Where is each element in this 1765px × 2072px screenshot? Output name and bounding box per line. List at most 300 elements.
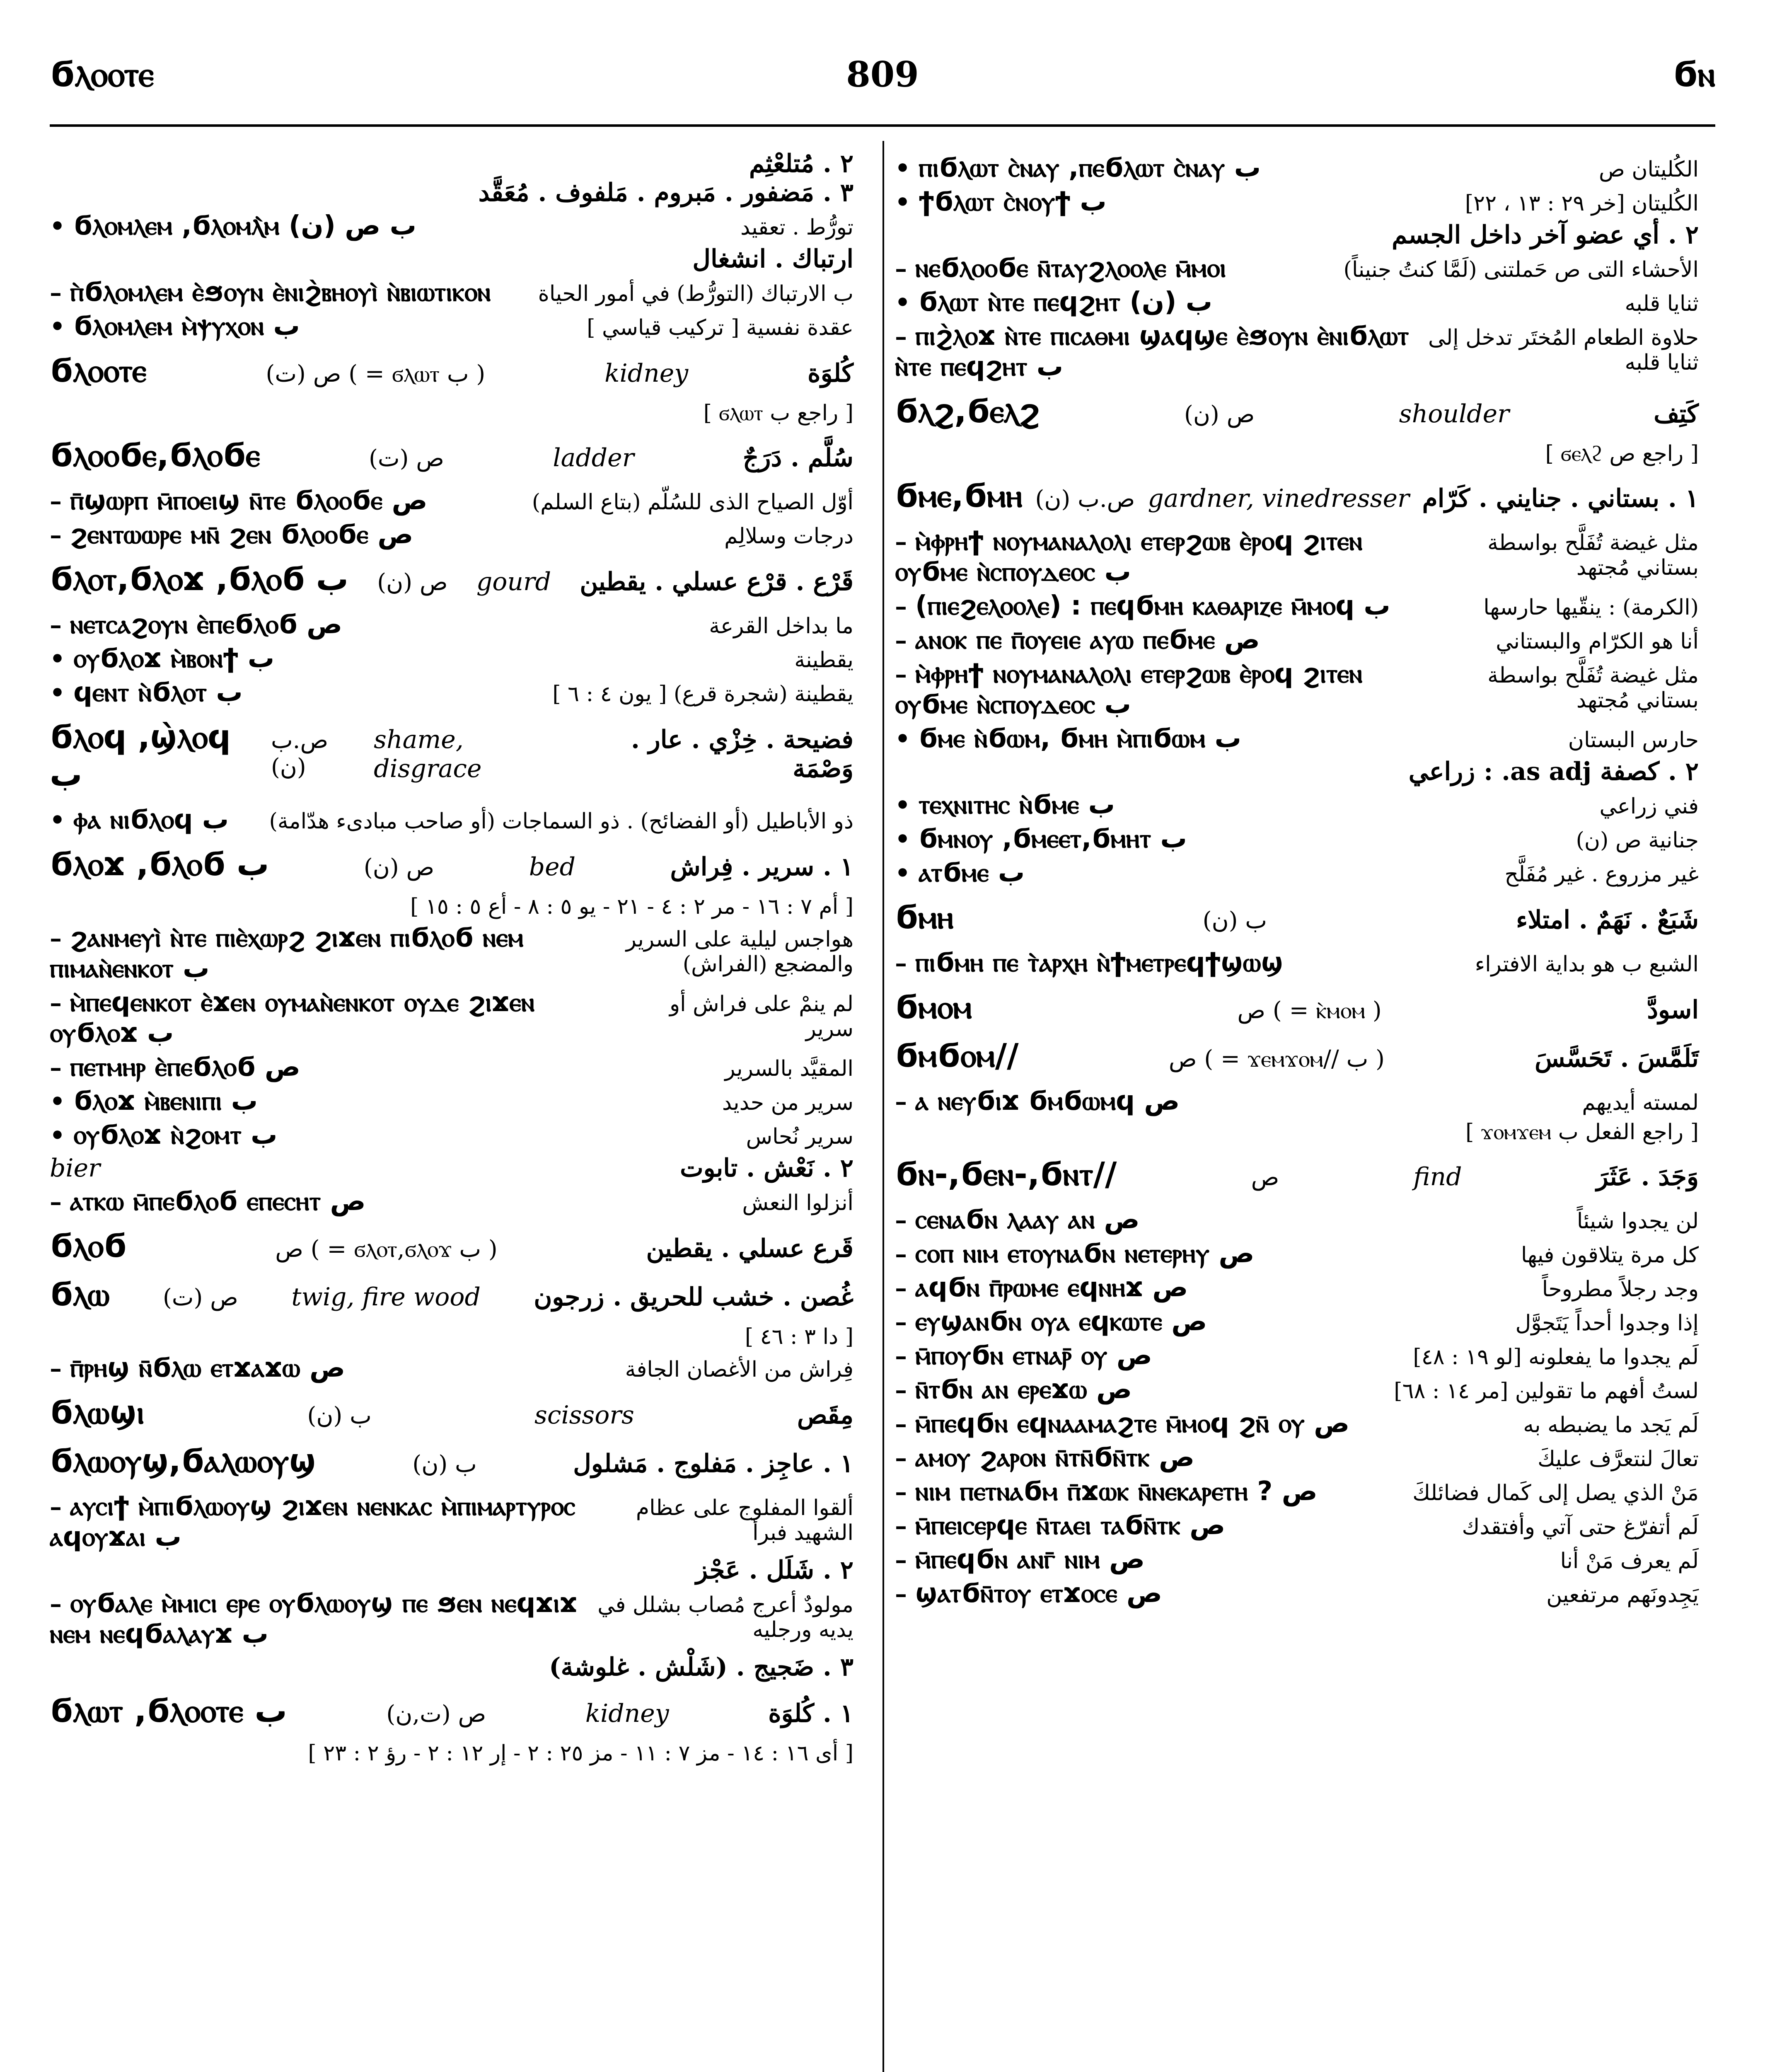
english-gloss: find — [1413, 1162, 1462, 1191]
arabic-gloss: فضيحة . خِزْي . عار . وَصْمَة — [631, 725, 853, 783]
example-coptic-wrap — [895, 1272, 1188, 1303]
example-coptic-wrap — [50, 211, 416, 241]
marker: • — [50, 212, 65, 240]
example-coptic: ⲟⲩϭⲗⲟϫ ⲙ̀ⲃⲟⲛϯ ب — [73, 643, 275, 674]
example-coptic: (ⲡⲓⲉϩⲉⲗⲟⲟⲗⲉ) : ⲡⲉϥϭⲙⲏ ⲕⲁⲑⲁⲣⲓⲍⲉ ⲙ̄ⲙⲟϥ ب — [915, 591, 1390, 621]
example-coptic: ⲙ̄ⲡⲉϥϭⲛ ⲁⲛⲅ̄ ⲛⲓⲙ ص — [915, 1544, 1145, 1575]
english-gloss: bed — [529, 852, 576, 881]
example-coptic: ⲡⲓϭⲙⲏ ⲡⲉ ⲧ̀ⲁⲣⲭⲏ ⲛ̀ϯⲙⲉⲧⲣⲉϥϯϣⲱϣ — [915, 947, 1284, 978]
english-gloss: gourd — [476, 567, 551, 596]
example-arabic: مولودٌ أعرج مُصاب بشلل في يديه ورجليه — [597, 1593, 853, 1642]
arabic-gloss: غُصن . خشب للحريق . زرجون — [534, 1283, 853, 1312]
example-coptic-wrap — [895, 823, 1187, 854]
marker: – — [895, 626, 907, 654]
example-line — [895, 625, 1699, 655]
marker: • — [895, 288, 911, 317]
marker: • — [50, 679, 65, 707]
marker: – — [895, 1342, 907, 1370]
grammar-tag: ص ( = ⲕ̀ⲙⲟⲙ ) — [1237, 997, 1382, 1024]
english-gloss: gardner, vinedresser — [1148, 484, 1410, 513]
dictionary-entry — [50, 561, 853, 598]
example-arabic: المقيَّد بالسرير — [725, 1056, 853, 1081]
example-coptic-wrap — [895, 1578, 1162, 1609]
marker: • — [895, 791, 911, 819]
arabic-gloss: شَبَعٌ . نَهَمٌ . امتلاء — [1516, 905, 1699, 934]
entry-headline — [50, 1394, 853, 1432]
example-arabic: لن يجدوا شيئاً — [1576, 1209, 1699, 1234]
example-line — [50, 1120, 853, 1150]
example-coptic-wrap — [50, 311, 300, 341]
example-arabic: لَم يعرف مَنْ أنا — [1560, 1549, 1699, 1573]
grammar-tag: ب (ن) — [1202, 907, 1267, 934]
example-coptic: ϥⲉⲛⲧ ⲛ̀ϭⲗⲟⲧ ب — [73, 677, 243, 708]
grammar-tag: ب (ن) — [412, 1451, 477, 1478]
marker: – — [895, 1376, 907, 1404]
coptic-headword: ϭⲗⲱ — [50, 1276, 110, 1313]
example-coptic: ϭⲗⲟⲙⲗⲉⲙ ⲙ̀ⲯⲩⲭⲟⲛ ب — [73, 311, 300, 341]
example-coptic: ⲉⲩϣⲁⲛϭⲛ ⲟⲩⲁ ⲉϥⲕⲱⲧⲉ ص — [915, 1306, 1207, 1337]
example-coptic-wrap — [50, 609, 342, 640]
example-line — [895, 658, 1699, 720]
marker: – — [50, 1354, 62, 1382]
sense-line: ارتباك . انشغال — [692, 244, 853, 274]
example-coptic-wrap — [895, 1544, 1145, 1575]
coptic-headword: ϭⲙⲉ,ϭⲙⲏ — [895, 477, 1023, 515]
sense-line: ٢ . شَلَل . عَجْز — [696, 1556, 853, 1585]
marker: – — [895, 1444, 907, 1472]
arabic-gloss: وَجَدَ . عَثَرَ — [1596, 1162, 1699, 1191]
example-line — [895, 1510, 1699, 1541]
sense-line: ٢ . أي عضو آخر داخل الجسم — [1392, 220, 1699, 249]
example-arabic: درجات وسلالِم — [724, 524, 853, 549]
example-arabic: لَم أتفرّغ حتى آتي وأفتقدك — [1462, 1515, 1699, 1539]
example-coptic-wrap — [895, 287, 1212, 317]
example-coptic-wrap — [895, 723, 1241, 754]
example-coptic-wrap — [50, 1491, 590, 1552]
entry-headline — [50, 719, 853, 794]
dictionary-entry — [50, 352, 853, 390]
example-arabic: أوّل الصياح الذى للسُلّم (بتاع السلم) — [532, 490, 853, 515]
example-coptic: ⲥⲉⲛⲁϭⲛ ⲗⲁⲁⲩ ⲁⲛ ص — [915, 1204, 1140, 1235]
example-arabic: جنانية ص (ن) — [1576, 828, 1699, 853]
marker: • — [895, 825, 911, 853]
grammar-tag: ص ( = ϭⲗⲟⲧ,ϭⲗⲟϫ ب ) — [275, 1236, 498, 1263]
dictionary-entry — [50, 846, 853, 884]
example-coptic-wrap — [895, 1238, 1254, 1269]
example-coptic: ⲡ̄ϣⲱⲣⲡ ⲙ̄ⲡⲟⲉⲓϣ ⲛ̄ⲧⲉ ϭⲗⲟⲟϭⲉ ص — [70, 485, 428, 516]
example-coptic: ⲛ̄ⲧϭⲛ ⲁⲛ ⲉⲣⲉϫⲱ ص — [915, 1374, 1132, 1405]
marker: – — [895, 660, 907, 688]
marker: – — [50, 1188, 62, 1216]
marker: • — [50, 312, 65, 341]
example-coptic: ⲁⲩⲥⲓϯ ⲙ̀ⲡⲓϭⲗⲱⲟⲩϣ ϩⲓϫⲉⲛ ⲛⲉⲛⲕⲁⲥ ⲙ̀ⲡⲓⲙⲁⲣⲧⲩⲣⲟⲥ ⲁϥⲟⲩϫⲁⲓ ب — [50, 1491, 575, 1552]
example-line — [50, 311, 853, 341]
entry-headline — [50, 352, 853, 390]
example-line — [895, 253, 1699, 283]
coptic-headword: ϭⲙⲏ — [895, 899, 954, 936]
example-line — [50, 677, 853, 708]
coptic-headword: ϭⲗⲟⲧ,ϭⲗⲟϫ ,ϭⲗⲟϭ ب — [50, 561, 349, 598]
example-arabic: يَجِدونَهم مرتفعين — [1546, 1583, 1699, 1607]
example-coptic: ⲡ̀ϭⲗⲟⲙⲗⲉⲙ ⲉ̀ϧⲟⲩⲛ ⲉ̀ⲛⲓϩ̀ⲃⲏⲟⲩⲓ̀ ⲛ̀ⲃⲓⲱⲧⲓⲕⲟⲛ — [70, 277, 491, 307]
example-line — [895, 947, 1699, 978]
example-coptic-wrap — [50, 804, 229, 835]
example-coptic-wrap — [895, 1374, 1132, 1405]
example-arabic: سرير من حديد — [722, 1090, 853, 1115]
entry-headline — [50, 1227, 853, 1265]
entry-headline — [50, 1443, 853, 1480]
marker: – — [895, 1206, 907, 1234]
example-coptic: ϯϭⲗⲱⲧ ⲥ̀ⲛⲟⲩϯ ب — [919, 186, 1107, 217]
marker: – — [50, 1590, 62, 1618]
example-coptic-wrap — [895, 1086, 1180, 1116]
example-coptic-wrap — [895, 1340, 1152, 1371]
example-arabic: لم ينمْ على فراش أو سرير — [670, 992, 853, 1041]
dictionary-entry — [50, 1692, 853, 1730]
example-line — [895, 1442, 1699, 1473]
example-coptic: ⲁⲛⲟⲕ ⲡⲉ ⲡ̄ⲟⲩⲉⲓⲉ ⲁⲩⲱ ⲡⲉϭⲙⲉ ص — [915, 625, 1260, 655]
grammar-tag: ص.ب (ن) — [271, 727, 329, 781]
dictionary-entry — [895, 1037, 1699, 1075]
arabic-gloss: ١ . عاجِز . مَفلوج . مَشلول — [573, 1449, 853, 1478]
example-arabic: مَنْ الذي يصل إلى كَمال فضائلكَ — [1412, 1481, 1699, 1506]
example-coptic-wrap — [50, 987, 630, 1048]
marker: – — [895, 1274, 907, 1302]
grammar-tag: ص (ن) — [377, 569, 448, 596]
dictionary-entry — [50, 719, 853, 794]
example-line — [50, 277, 853, 307]
arabic-gloss: اسودَّ — [1647, 995, 1699, 1024]
marker: – — [50, 924, 62, 952]
arabic-gloss: كَتِف — [1654, 399, 1699, 428]
example-coptic: ⲟⲩϭⲗⲟϫ ⲛ̀ϩⲟⲙⲧ ب — [73, 1120, 278, 1150]
example-coptic: ⲟⲩϭⲁⲗⲉ ⲙ̀ⲙⲓⲥⲓ ⲉⲣⲉ ⲟⲩϭⲗⲱⲟⲩϣ ⲡⲉ ϧⲉⲛ ⲛⲉϥϫⲓϫ ⲛⲉⲙ ⲛⲉϥϭⲁⲗⲁⲩϫ ب — [50, 1588, 578, 1649]
example-arabic: عقدة نفسية [ تركيب قياسي ] — [587, 315, 853, 340]
column-divider — [882, 141, 884, 2072]
dictionary-entry — [50, 1276, 853, 1314]
example-arabic: لَم يجدوا ما يفعلونه [لو ١٩ : ٤٨] — [1413, 1345, 1699, 1370]
page-header — [50, 54, 1715, 112]
coptic-headword: ϭⲗⲱⲧ ,ϭⲗⲟⲟⲧⲉ ب — [50, 1692, 287, 1730]
example-coptic: ⲡ̄ⲣⲏϣ ⲛ̄ϭⲗⲱ ⲉⲧϫⲁϫⲱ ص — [70, 1353, 346, 1383]
marker: – — [895, 1087, 907, 1116]
right-column — [895, 149, 1699, 1612]
sense-line: ٣ . مَضفور . مَبروم . مَلفوف . مُعَقَّد — [478, 178, 853, 207]
grammar-tag: ب (ن) — [307, 1402, 372, 1429]
dictionary-entry — [895, 477, 1699, 515]
page-number: 809 — [846, 54, 919, 95]
example-coptic: ⲛⲉⲧⲥⲁϩⲟⲩⲛ ⲉ̀ⲡⲉϭⲗⲟϭ ص — [70, 609, 343, 640]
example-line — [50, 1086, 853, 1116]
example-coptic: ϭⲗⲟⲙⲗⲉⲙ ,ϭⲗⲟⲙⲗ̀ⲙ ب ص (ن) — [73, 211, 416, 241]
cross-reference: [ دا ٣ : ٤٦ ] — [745, 1324, 853, 1349]
example-coptic: ⲁ ⲛⲉⲩϭⲓϫ ϭⲙϭⲱⲙϥ ص — [915, 1086, 1180, 1116]
example-arabic: ذو الأباطيل (أو الفضائح) . ذو السماجات (أو صاحب مبادىء هدّامة) — [269, 809, 853, 834]
coptic-headword: ϭⲗϩ,ϭⲉⲗϩ — [895, 393, 1040, 430]
example-line — [895, 186, 1699, 217]
arabic-gloss: ١ . كُلوَة — [768, 1699, 853, 1728]
example-line — [50, 1491, 853, 1552]
dictionary-entry — [895, 989, 1699, 1026]
example-arabic: هواجس ليلية على السرير والمضجع (الفراش) — [626, 927, 853, 977]
marker: – — [895, 1512, 907, 1540]
example-coptic-wrap — [895, 1306, 1207, 1337]
coptic-headword: ϭⲗⲱϣⲓ — [50, 1394, 145, 1431]
marker: – — [895, 1478, 907, 1506]
example-line — [895, 591, 1699, 621]
english-gloss: bier — [50, 1154, 100, 1183]
sense-line — [50, 1154, 853, 1183]
example-arabic: ما بداخل القرعة — [709, 614, 853, 639]
entry-headline — [895, 1037, 1699, 1075]
example-arabic: حارس البستان — [1568, 728, 1699, 753]
example-coptic: ϭⲙⲛⲟⲩ ,ϭⲙⲉⲉⲧ,ϭⲙⲏⲧ ب — [919, 823, 1187, 854]
example-line — [895, 1086, 1699, 1116]
example-coptic-wrap — [895, 321, 1428, 382]
marker: – — [50, 1053, 62, 1082]
example-coptic: ⲙ̄ⲡⲉϥϭⲛ ⲉϥⲛⲁⲁⲙⲁϩⲧⲉ ⲙ̄ⲙⲟϥ ϩⲛ̄ ⲟⲩ ص — [915, 1408, 1350, 1439]
arabic-gloss: قَرع عسلي . يقطين — [646, 1234, 853, 1263]
example-coptic: ⲙ̄ⲡⲉⲓⲥⲉⲣϥⲉ ⲛ̄ⲧⲁⲉⲓ ⲧⲁϭⲛ̄ⲧⲕ ص — [915, 1510, 1226, 1541]
marker: – — [50, 611, 62, 639]
english-gloss: twig, fire wood — [291, 1283, 481, 1312]
marker: – — [895, 592, 907, 620]
example-arabic: تورُّط . تعقيد — [740, 215, 853, 240]
example-arabic: ب الارتباك (التورُّط) في أمور الحياة — [538, 281, 853, 306]
example-coptic: ⲁϥϭⲛ ⲡ̄ⲣⲱⲙⲉ ⲉϥⲛⲏϫ ص — [915, 1272, 1188, 1303]
marker: • — [50, 806, 65, 834]
dictionary-entry — [50, 437, 853, 474]
example-arabic: وجد رجلاً مطروحاً — [1542, 1277, 1699, 1302]
example-arabic: مثل غيضة تُفَلَّح بواسطة بستاني مُجتهد — [1487, 530, 1699, 580]
right-running-head: ϭⲛ — [1673, 54, 1715, 94]
example-line — [50, 804, 853, 835]
example-arabic: ألقوا المفلوج على عظام الشهيد فبرأ — [636, 1496, 853, 1545]
dictionary-entry — [895, 393, 1699, 431]
entry-headline — [50, 846, 853, 884]
example-coptic-wrap — [50, 1588, 592, 1649]
coptic-headword: ϭⲗⲱⲟⲩϣ,ϭⲁⲗⲱⲟⲩϣ — [50, 1443, 316, 1480]
left-column — [50, 149, 853, 1766]
grammar-tag: ص (ن) — [1184, 401, 1255, 428]
example-arabic: فني زراعي — [1599, 794, 1699, 819]
example-line — [895, 1272, 1699, 1303]
example-line — [50, 643, 853, 674]
coptic-headword: ϭⲗⲟϫ ,ϭⲗⲟϭ ب — [50, 846, 269, 883]
english-gloss: scissors — [534, 1401, 634, 1430]
example-coptic: ϭⲗⲱⲧ ⲛ̀ⲧⲉ ⲡⲉϥϩⲏⲧ ب (ن) — [919, 287, 1213, 317]
example-line — [895, 1374, 1699, 1405]
example-coptic: ⲙ̄ⲡⲟⲩϭⲛ ⲉⲧⲛⲁⲣ̄ ⲟⲩ ص — [915, 1340, 1152, 1371]
coptic-headword: ϭⲗⲟⲟϭⲉ,ϭⲗⲟϭⲉ — [50, 437, 260, 474]
arabic-gloss: مِقَص — [797, 1401, 853, 1430]
example-coptic: ϣⲁⲧϭⲛ̄ⲧⲟⲩ ⲉⲧϫⲟⲥⲉ ص — [915, 1578, 1163, 1609]
marker: – — [895, 1240, 907, 1268]
grammar-tag: ص (ن) — [363, 854, 435, 881]
example-coptic-wrap — [895, 1204, 1140, 1235]
example-line — [50, 1186, 853, 1217]
example-arabic: فِراش من الأغصان الجافة — [625, 1357, 853, 1382]
example-line — [895, 1306, 1699, 1337]
coptic-headword: ϭⲙϭⲟⲙ// — [895, 1037, 1019, 1075]
example-line — [50, 1052, 853, 1082]
marker: – — [895, 949, 907, 977]
example-coptic-wrap — [895, 186, 1107, 217]
example-coptic-wrap — [895, 152, 1261, 183]
example-coptic: ϩⲉⲛⲧⲱⲱⲣⲉ ⲙⲛ̄ ϩⲉⲛ ϭⲗⲟⲟϭⲉ ص — [70, 519, 413, 550]
sense-line: ٢ . كصفة as adj. : زراعي — [1408, 757, 1699, 786]
example-arabic: الأحشاء التى ص حَملتنى (لَمَّا كنتُ جنيناً) — [1343, 257, 1699, 282]
example-coptic-wrap — [895, 658, 1439, 720]
coptic-headword: ϭⲗⲟϭ — [50, 1227, 127, 1265]
cross-reference: [ أم ٧ : ١٦ - مر ٢ : ٤ - ٢١ - يو ٥ : ٨ - أع ٥ : ١٥ ] — [410, 894, 853, 919]
example-arabic: يقطينة (شجرة قرع) [ يون ٤ : ٦ ] — [552, 682, 853, 707]
marker: – — [895, 254, 907, 283]
example-line — [895, 152, 1699, 183]
example-line — [50, 987, 853, 1048]
marker: – — [895, 1410, 907, 1438]
english-gloss: kidney — [585, 1699, 669, 1728]
cross-reference: [ أى ١٦ : ١٤ - مز ٧ : ١١ - مز ٢٥ : ٢ - إر ١٢ : ٢ - رؤ ٢ : ٢٣ ] — [308, 1741, 853, 1766]
example-coptic: ⲁⲧⲕⲱ ⲙ̄ⲡⲉϭⲗⲟϭ ⲉⲡⲉⲥⲏⲧ ص — [70, 1186, 366, 1217]
coptic-headword: ϭⲙⲟⲙ — [895, 989, 972, 1026]
grammar-tag: ص — [1251, 1164, 1279, 1191]
arabic-gloss: تَلَمَّسَ . تَحَسَّسَ — [1535, 1044, 1699, 1073]
marker: – — [50, 1493, 62, 1521]
example-line — [50, 1353, 853, 1383]
example-coptic-wrap — [895, 625, 1260, 655]
marker: – — [895, 1546, 907, 1574]
example-coptic-wrap — [895, 857, 1025, 888]
marker: • — [50, 1087, 65, 1116]
example-arabic: ثنايا قلبه — [1625, 291, 1699, 316]
example-coptic-wrap — [50, 1086, 258, 1116]
example-coptic-wrap — [895, 1408, 1349, 1439]
example-arabic: تعالَ لنتعرَّف عليكَ — [1538, 1447, 1699, 1472]
coptic-headword: ϭⲛ-,ϭⲉⲛ-,ϭⲛⲧ// — [895, 1156, 1117, 1193]
example-line — [895, 1408, 1699, 1439]
example-coptic-wrap — [50, 1120, 277, 1150]
english-gloss: shoulder — [1399, 399, 1509, 428]
example-line — [895, 1204, 1699, 1235]
coptic-headword: ϭⲗⲟϥ ,ϣ̀ⲗⲟϥ ب — [50, 719, 231, 794]
example-line — [895, 1238, 1699, 1269]
dictionary-entry — [895, 1156, 1699, 1193]
example-coptic: ⲧⲉⲭⲛⲓⲧⲏⲥ ⲛ̀ϭⲙⲉ ب — [919, 789, 1115, 820]
example-line — [50, 485, 853, 516]
left-running-head: ϭⲗⲟⲟⲧⲉ — [50, 54, 154, 94]
example-arabic: مثل غيضة تُفَلَّح بواسطة بستاني مُجتهد — [1487, 663, 1699, 713]
marker: • — [50, 645, 65, 673]
example-coptic-wrap — [895, 1442, 1194, 1473]
marker: – — [895, 322, 907, 351]
dictionary-entry — [895, 899, 1699, 937]
example-coptic: ⲛⲉϭⲗⲟⲟϭⲉ ⲛ̄ⲧⲁⲩϩⲗⲟⲟⲗⲉ ⲙ̄ⲙⲟⲓ — [915, 253, 1226, 283]
arabic-gloss: قَرْع . قرْع عسلي . يقطين — [580, 567, 853, 596]
example-arabic: سرير نُحاس — [746, 1124, 853, 1149]
entry-headline — [895, 1156, 1699, 1193]
example-coptic: ⲡⲓϩ̀ⲗⲟϫ ⲛ̀ⲧⲉ ⲡⲓⲥⲁⲑⲙⲓ ϣⲁϥϣⲉ ⲉ̀ϧⲟⲩⲛ ⲉ̀ⲛⲓϭⲗⲱⲧ ⲛ̀ⲧⲉ ⲡⲉϥϩⲏⲧ ب — [895, 321, 1409, 382]
example-line — [895, 823, 1699, 854]
entry-headline — [895, 899, 1699, 937]
arabic-gloss: ٢ . نَعْش . تابوت — [680, 1154, 853, 1183]
example-arabic: أنا هو الكرّام والبستاني — [1496, 629, 1699, 654]
example-arabic: حلاوة الطعام المُختَر تدخل إلى ثنايا قلبه — [1428, 325, 1699, 375]
marker: – — [895, 528, 907, 556]
example-arabic: الكُليتان ص — [1598, 157, 1699, 182]
example-arabic: لمسته أيديهم — [1582, 1090, 1699, 1115]
example-arabic: لستُ أفهم ما تقولين [مر ١٤ : ٦٨] — [1394, 1379, 1699, 1404]
example-line — [895, 526, 1699, 587]
english-gloss: shame, disgrace — [374, 725, 482, 783]
example-arabic: غير مزروع . غير مُفَلَّح — [1504, 862, 1699, 887]
example-coptic: ⲡⲓϭⲗⲱⲧ ⲥ̀ⲛⲁⲩ ,ⲡⲉϭⲗⲱⲧ ⲥ̀ⲛⲁⲩ ب — [919, 152, 1261, 183]
example-coptic-wrap — [50, 277, 491, 307]
example-line — [895, 287, 1699, 317]
example-arabic: لَم يَجد ما يضبطه به — [1523, 1413, 1699, 1438]
arabic-gloss: ١ . بستاني . جنايني . كَرّام — [1422, 484, 1699, 513]
example-line — [50, 922, 853, 984]
example-line — [895, 723, 1699, 754]
example-coptic-wrap — [895, 789, 1115, 820]
example-coptic: ⲥⲟⲡ ⲛⲓⲙ ⲉⲧⲟⲩⲛⲁϭⲛ ⲛⲉⲧⲉⲣⲏⲩ ص — [915, 1238, 1255, 1269]
grammar-tag: ص (ت,ن) — [386, 1701, 486, 1728]
example-coptic: ϭⲗⲟϫ ⲙ̀ⲃⲉⲛⲓⲡⲓ ب — [73, 1086, 258, 1116]
marker: • — [895, 188, 911, 216]
example-coptic: ⲁⲧϭⲙⲉ ب — [919, 857, 1025, 888]
grammar-tag: ص (ت) — [369, 445, 444, 472]
entry-headline — [895, 477, 1699, 515]
example-arabic: الشبع ب هو بداية الافتراء — [1475, 952, 1699, 977]
example-coptic-wrap — [50, 485, 428, 516]
example-coptic-wrap — [50, 1186, 366, 1217]
example-coptic-wrap — [895, 1510, 1225, 1541]
example-coptic: ⲙ̀ⲫⲣⲏϯ ⲛⲟⲩⲙⲁⲛⲁⲗⲟⲗⲓ ⲉⲧⲉⲣϩⲱⲃ ⲉ̀ⲣⲟϥ ϩⲓⲧⲉⲛ ⲟⲩϭⲙⲉ ⲛ̀ⲥⲡⲟⲩⲇⲉⲟⲥ ب — [895, 526, 1363, 587]
sense-line: ٢ . مُتلعْثِم — [749, 149, 853, 178]
marker: – — [50, 487, 62, 515]
example-coptic-wrap — [895, 526, 1439, 587]
example-line — [895, 1476, 1699, 1507]
marker: • — [895, 859, 911, 887]
example-coptic: ⲙ̀ⲫⲣⲏϯ ⲛⲟⲩⲙⲁⲛⲁⲗⲟⲗⲓ ⲉⲧⲉⲣϩⲱⲃ ⲉ̀ⲣⲟϥ ϩⲓⲧⲉⲛ ⲟⲩϭⲙⲉ ⲛ̀ⲥⲡⲟⲩⲇⲉⲟⲥ ب — [895, 658, 1363, 720]
cross-reference: [ راجع ص ϭⲉⲗϩ ] — [1545, 441, 1699, 466]
marker: – — [50, 278, 62, 307]
example-line — [50, 519, 853, 550]
marker: • — [50, 1121, 65, 1150]
example-coptic-wrap — [50, 922, 543, 984]
dictionary-entry — [50, 1443, 853, 1480]
example-arabic: يقطينة — [794, 648, 853, 673]
entry-headline — [895, 989, 1699, 1026]
marker: • — [895, 725, 911, 753]
marker: • — [895, 154, 911, 182]
example-coptic-wrap — [895, 947, 1283, 978]
entry-headline — [50, 1692, 853, 1730]
example-arabic: (الكرمة) : ينقّيها حارسها — [1483, 595, 1699, 620]
example-coptic: ϩⲁⲛⲙⲉⲩⲓ̀ ⲛ̀ⲧⲉ ⲡⲓⲉ̀ⲭⲱⲣϩ ϩⲓϫⲉⲛ ⲡⲓϭⲗⲟϭ ⲛⲉⲙ ⲡⲓⲙⲁⲛ̀ⲉⲛⲕⲟⲧ ب — [50, 922, 524, 984]
example-arabic: أنزلوا النعش — [742, 1191, 853, 1215]
dictionary-entry — [50, 1227, 853, 1265]
example-line — [50, 1588, 853, 1649]
arabic-gloss: كُلوَة — [808, 359, 853, 388]
example-line — [895, 321, 1699, 382]
example-line — [895, 789, 1699, 820]
example-line — [895, 857, 1699, 888]
example-line — [895, 1340, 1699, 1371]
example-coptic: ϭⲙⲉ ⲛ̀ϭⲱⲙ, ϭⲙⲏ ⲙ̀ⲡⲓϭⲱⲙ ب — [919, 723, 1241, 754]
grammar-tag: ص.ب (ن) — [1035, 486, 1135, 513]
dictionary-entry — [50, 1394, 853, 1432]
